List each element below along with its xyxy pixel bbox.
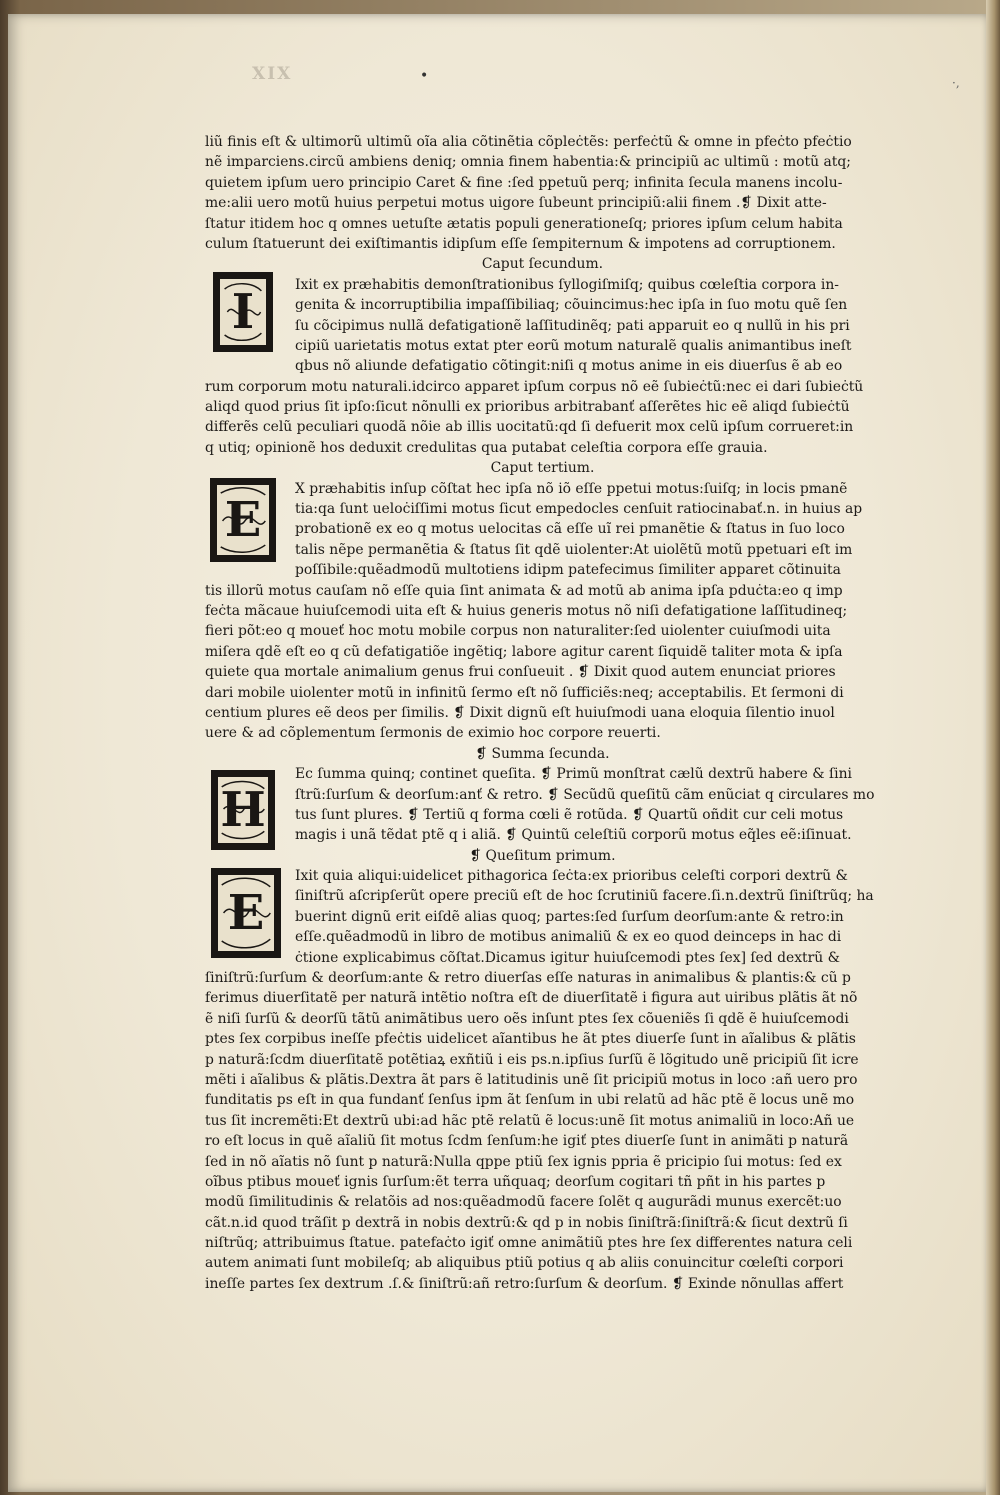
text-line: X præhabitis inſup cõſtat hec ipſa nõ iõ eſſe ppetui motus:ſuiſq; in locis pmanẽ	[295, 480, 848, 497]
text-line: me:alii uero motũ huius perpetui motus uigore ſubeunt principiũ:alii finem .❡ Dixit atte-	[205, 195, 827, 212]
main-text-column	[205, 132, 880, 1315]
text-line: genita & incorruptibilia impaſſibiliaq; cõuincimus:hec ipſa in ſuo motu quẽ ſen	[295, 297, 848, 314]
text-line: liũ finis eſt & ultimorũ ultimũ oĩa alia cõtinẽtia cõpleċtẽs: perfeċtũ & omne in pfeċto pfeċtio	[205, 134, 852, 150]
section-heading: ❡ Queſitum primum.	[469, 847, 616, 864]
section-heading: ❡ Summa ſecunda.	[475, 745, 610, 762]
text-line: ſtrũ:ſurſum & deorſum:anť & retro. ❡ Secũdũ queſitũ cãm enũciat q circulares mo	[295, 786, 875, 803]
text-line: q utiq; opinionẽ hos deduxit credulitas qua putabat celeſtia corpora eſſe grauia.	[205, 439, 768, 456]
text-line: differẽs celũ peculiari quodã nõie ab illis uocitatũ:qd ſi defuerit mox celũ ipſum corrueret:in	[205, 419, 854, 436]
text-line: cipiũ uarietatis motus extat pter eorũ motum naturalẽ qualis animantibus ineſt	[295, 337, 852, 354]
text-line: uere & ad cõplementum ſermonis de eximio hoc corpore reuerti.	[205, 725, 661, 742]
text-line: centium plures eẽ deos per ſimilis. ❡ Dixit dignũ eſt huiuſmodi uana eloquia ſilentio inuol	[205, 704, 835, 721]
folio-mark: •	[420, 68, 429, 84]
text-line: Ec ſumma quinq; continet queſita. ❡ Primũ monſtrat cælũ dextrũ habere & ſini	[295, 766, 852, 783]
text-line: p naturã:ſcdm diuerſitatẽ potẽtiaꝝ exñtiũ i eis ps.n.ipſius ſurſũ ẽ lõgitudo unẽ pricipiũ ſit icre	[205, 1051, 859, 1068]
page-edge	[986, 0, 1000, 1495]
text-line: quietem ipſum uero principio Caret & fine :ſed ppetuũ perq; infinita ſecula manens incolu-	[205, 174, 843, 191]
text-line: fieri põt:eo q moueť hoc motu mobile corpus non naturaliter:ſed uiolenter cuiuſmodi uita	[205, 623, 831, 640]
text-line: probationẽ ex eo q motus uelocitas cã eſſe uĩ rei pmanẽtie & ſtatus in ſuo loco	[295, 521, 845, 538]
text-line: ferimus diuerſitatẽ per naturã intẽtio noſtra eſt de diuerſitatẽ i figura aut uiribus plãtis ãt nõ	[205, 990, 858, 1007]
text-line: modũ ſimilitudinis & relatõis ad nos:quẽadmodũ facere ſolẽt q augurãdi munus exercẽt:uo	[205, 1194, 842, 1211]
text-line: funditatis ps eſt in qua fundanť ſenſus ipm ãt ſenſum in ubi relatũ ad hãc ptẽ ẽ locus unẽ mo	[205, 1092, 855, 1109]
initial-letter: I	[231, 284, 255, 340]
text-line: rum corporum motu naturali.idcirco apparet ipſum corpus nõ eẽ ſubieċtũ:nec ei dari ſubieċtũ	[205, 378, 864, 395]
text-line: oĩbus ptibus moueť ignis ſurſum:ẽt terra uñquaq; deorſum cogitari tñ pñt in his partes p	[205, 1173, 826, 1190]
text-line: poſſibile:quẽadmodũ multotiens idipm patefecimus ſimiliter apparet cõtinuita	[295, 562, 841, 579]
text-line: tis illorũ motus cauſam nõ eſſe quia ſint animata & ad motũ ab anima ipſa pduċta:eo q imp	[205, 582, 843, 599]
text-line: ſed in nõ aĩatis nõ ſunt p naturã:Nulla qppe ptiũ ſex ignis ppria ẽ pricipio ſui motus: ſed ex	[205, 1153, 842, 1170]
initial-letter: E	[224, 492, 262, 548]
text-line: ċtione explicabimus cõſtat.Dicamus igitur huiuſcemodi ptes ſex] ſed dextrũ &	[295, 949, 840, 966]
text-line: ſtatur itidem hoc q omnes uetuſte ætatis populi generationeſq; priores ipſum celum habita	[205, 215, 843, 232]
text-line: ptes ſex corpibus ineſſe pfeċtis uidelicet aĩantibus he ãt ptes diuerſe ſunt in aĩalibus & plãtis	[205, 1031, 856, 1048]
text-line: mẽti i aĩalibus & plãtis.Dextra ãt pars ẽ latitudinis unẽ ſit pricipiũ motus in loco :añ uero pro	[205, 1071, 858, 1088]
text-line: ineſſe partes ſex dextrum .ſ.& ſiniſtrũ:añ retro:ſurſum & deorſum. ❡ Exinde nõnullas affert	[205, 1275, 844, 1292]
folio-show-through: XIX	[252, 64, 293, 84]
text-line: niſtrũq; attribuimus ſtatue. patefaċto igiť omne animãtiũ ptes hre ſex differentes natura celi	[205, 1235, 853, 1252]
text-line: quiete qua mortale animalium genus frui conſueuit . ❡ Dixit quod autem enunciat priores	[205, 664, 836, 681]
initial-letter: E	[227, 885, 265, 941]
text-line: ſu cõcipimus nullã defatigationẽ laſſitudinẽq; pati apparuit eo q nullũ in his pri	[295, 317, 850, 334]
text-line: talis nẽpe permanẽtia & ſtatus ſit qdẽ uiolenter:At uiolẽtũ motũ ppetuari eſt im	[295, 541, 853, 558]
text-line: nẽ imparciens.circũ ambiens deniq; omnia finem habentia:& principiũ ac ultimũ : motũ atq;	[205, 154, 851, 171]
text-line: eſſe.quẽadmodũ in libro de motibus animaliũ & ex eo quod deinceps in hac di	[295, 929, 842, 946]
corner-mark: ·,	[952, 76, 960, 90]
text-line: Ixit ex præhabitis demonſtrationibus ſyllogiſmiſq; quibus cœleſtia corpora in-	[295, 276, 839, 293]
text-line: ro eſt locus in quẽ aĩaliũ ſit motus ſcdm ſenſum:he igiť ptes diuerſe ſunt in animãti p naturã	[205, 1133, 849, 1150]
text-line: autem animati ſunt mobileſq; ab aliquibus ptiũ potius q ab aliis conuincitur cœleſti corpori	[205, 1255, 844, 1272]
text-line: feċta mãcaue huiuſcemodi uita eſt & huius generis motus nõ niſi defatigatione laſſitudineq;	[205, 602, 848, 619]
text-line: culum ſtatuerunt dei exiſtimantis idipſum eſſe ſempiternum & impotens ad corruptionem.	[205, 235, 836, 252]
text-line: tia:qa ſunt ueloċiſſimi motus ſicut empedocles cenſuit ratiocinabať.n. in huius ap	[295, 501, 863, 518]
text-line: miſera qdẽ eſt eo q cũ defatigatiõe ingẽtiq; labore agitur carent ſiquidẽ taliter mota & ipſa	[205, 643, 843, 660]
initial-letter: H	[220, 782, 266, 838]
text-line: cãt.n.id quod trãſit p dextrã in nobis dextrũ:& qd p in nobis ſiniſtrã:ſiniſtrã:& ſicut dextrũ ſi	[205, 1214, 848, 1231]
text-line: tus ſit incremẽti:Et dextrũ ubi:ad hãc ptẽ relatũ ẽ locus:unẽ ſit motus animaliũ in loco:Añ ue	[205, 1112, 855, 1129]
text-line: tus ſunt plures. ❡ Tertiũ q forma cœli ẽ rotũda. ❡ Quartũ oñdit cur celi motus	[295, 806, 844, 823]
text-line: Ixit quia aliqui:uidelicet pithagorica ſeċta:ex prioribus celeſti corpori dextrũ &	[295, 868, 848, 885]
text-line: ẽ niſi ſurſũ & deorſũ tãtũ animãtibus uero oẽs inſunt ptes ſex cõueniẽs ſi qdẽ ẽ huiuſcemodi	[205, 1010, 849, 1027]
text-line: dari mobile uiolenter motũ in infinitũ ſermo eſt nõ ſufficiẽs:neq; acceptabilis. Et ſermoni di	[205, 684, 844, 701]
text-line: magis i unã tẽdat ptẽ q i aliã. ❡ Quintũ celeſtiũ corporũ motus eq̃les eẽ:iſinuat.	[295, 827, 852, 844]
chapter-heading: Caput tertium.	[490, 460, 595, 477]
text-line: ſiniſtrũ aſcripſerũt opere preciũ eſt de hoc ſcrutiniũ facere.ſi.n.dextrũ ſiniſtrũq; ha	[295, 888, 874, 905]
chapter-heading: Caput ſecundum.	[481, 256, 604, 273]
text-line	[205, 1294, 880, 1314]
text-line: ſiniſtrũ:ſurſum & deorſum:ante & retro diuerſas eſſe naturas in animalibus & plantis:& cũ p	[205, 970, 851, 987]
text-line: qbus nõ aliunde defatigatio cõtingit:niſi q motus anime in eis diuerſus ẽ ab eo	[295, 358, 843, 375]
text-line: buerint dignũ erit eiſdẽ alias quoq; partes:ſed ſurſum deorſum:ante & retro:in	[295, 908, 844, 925]
text-line: aliqd quod prius ſit ipſo:ſicut nõnulli ex prioribus arbitrabanť aſſerẽtes hic eẽ aliqd ſubieċtũ	[205, 399, 850, 416]
